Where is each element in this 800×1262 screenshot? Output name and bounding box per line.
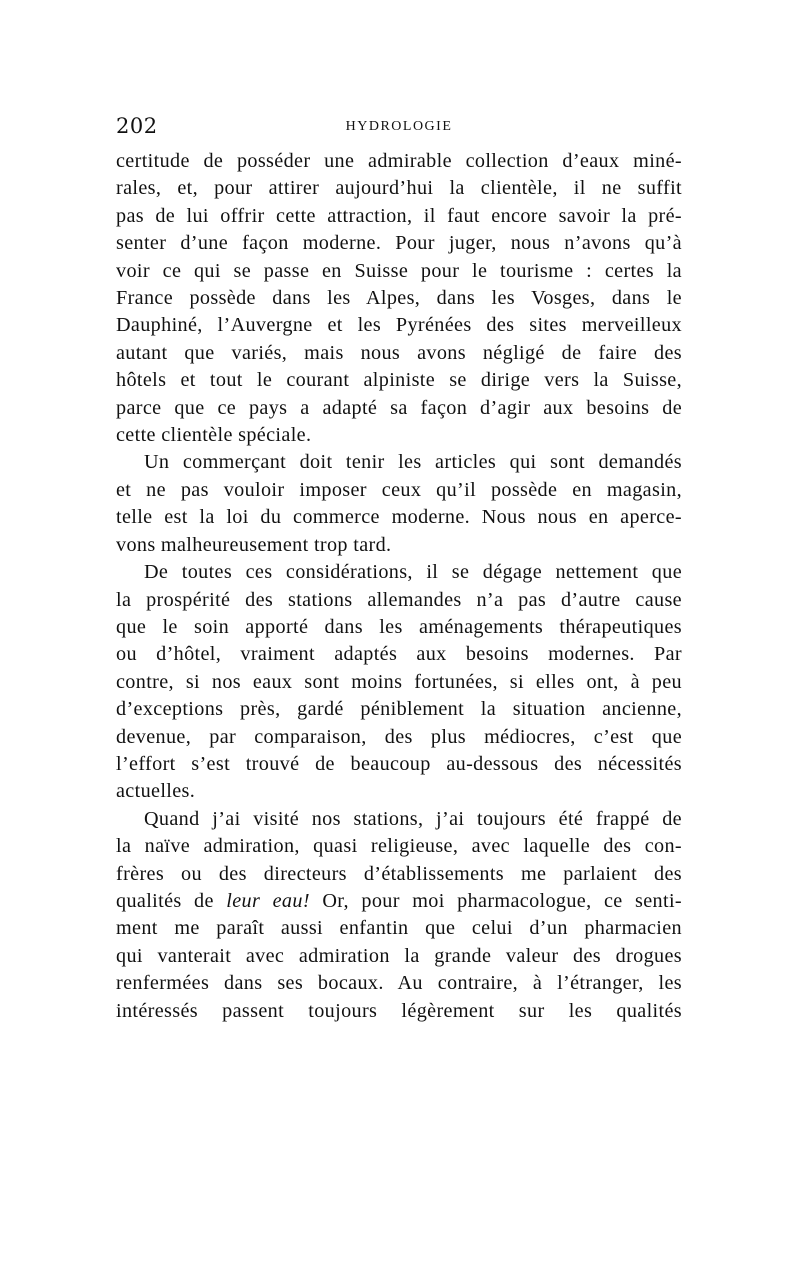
- text-line: cette clientèle spéciale.: [116, 424, 312, 447]
- page-number: 202: [116, 114, 158, 138]
- text-line: devenue, par comparaison, des plus médiocres, c’est que: [116, 725, 682, 748]
- text-line: De toutes ces considérations, il se dégage nettement que: [144, 561, 682, 584]
- text-fragment: qualités de: [116, 889, 227, 912]
- paragraph-2: [116, 449, 682, 559]
- text-line: renfermées dans ses bocaux. Au contraire, à l’étranger, les: [116, 972, 682, 995]
- text-line-with-italic: [116, 888, 682, 915]
- text-line: pas de lui offrir cette attraction, il faut encore savoir la pré-: [116, 204, 682, 227]
- text-line: qui vanterait avec admiration la grande valeur des drogues: [116, 944, 682, 967]
- paragraph-1: [116, 148, 682, 449]
- text-line: d’exceptions près, gardé péniblement la situation ancienne,: [116, 698, 682, 721]
- text-line: Un commerçant doit tenir les articles qui sont demandés: [144, 451, 682, 474]
- text-line: actuelles.: [116, 780, 196, 803]
- text-line: intéressés passent toujours légèrement sur les qualités: [116, 999, 682, 1022]
- text-line: voir ce qui se passe en Suisse pour le tourisme : certes la: [116, 259, 682, 282]
- text-line: que le soin apporté dans les aménagements thérapeutiques: [116, 615, 682, 638]
- text-line: la prospérité des stations allemandes n’a pas d’autre cause: [116, 588, 682, 611]
- text-line: frères ou des directeurs d’établissements me parlaient des: [116, 862, 682, 885]
- text-line: ou d’hôtel, vraiment adaptés aux besoins modernes. Par: [116, 643, 682, 666]
- text-line: l’effort s’est trouvé de beaucoup au-dessous des nécessités: [116, 752, 682, 775]
- paragraph-4: [116, 806, 682, 1025]
- running-title: HYDROLOGIE: [345, 119, 453, 134]
- text-fragment: Or, pour moi pharmacologue, ce senti-: [309, 889, 682, 912]
- text-line: Dauphiné, l’Auvergne et les Pyrénées des sites merveilleux: [116, 314, 682, 337]
- text-line: telle est la loi du commerce moderne. Nous nous en aperce-: [116, 506, 682, 529]
- running-head: [116, 108, 682, 148]
- text-line: autant que variés, mais nous avons négligé de faire des: [116, 341, 682, 364]
- book-page: [116, 108, 682, 1025]
- paragraph-3: [116, 559, 682, 806]
- text-line: hôtels et tout le courant alpiniste se dirige vers la Suisse,: [116, 369, 682, 392]
- text-line: vons malheureusement trop tard.: [116, 533, 392, 556]
- text-line: contre, si nos eaux sont moins fortunées, si elles ont, à peu: [116, 670, 682, 693]
- text-line: ment me paraît aussi enfantin que celui d’un pharmacien: [116, 917, 682, 940]
- text-line: certitude de posséder une admirable collection d’eaux miné-: [116, 150, 682, 172]
- text-line: et ne pas vouloir imposer ceux qu’il possède en magasin,: [116, 478, 682, 501]
- text-line: parce que ce pays a adapté sa façon d’agir aux besoins de: [116, 396, 682, 419]
- text-line: France possède dans les Alpes, dans les Vosges, dans le: [116, 287, 682, 310]
- text-line: la naïve admiration, quasi religieuse, avec laquelle des con-: [116, 835, 682, 858]
- text-line: Quand j’ai visité nos stations, j’ai toujours été frappé de: [144, 807, 682, 830]
- text-line: senter d’une façon moderne. Pour juger, nous n’avons qu’à: [116, 232, 682, 255]
- text-line: rales, et, pour attirer aujourd’hui la clientèle, il ne suffit: [116, 177, 682, 200]
- italic-phrase: leur eau!: [226, 889, 310, 912]
- body-text: [116, 148, 682, 1025]
